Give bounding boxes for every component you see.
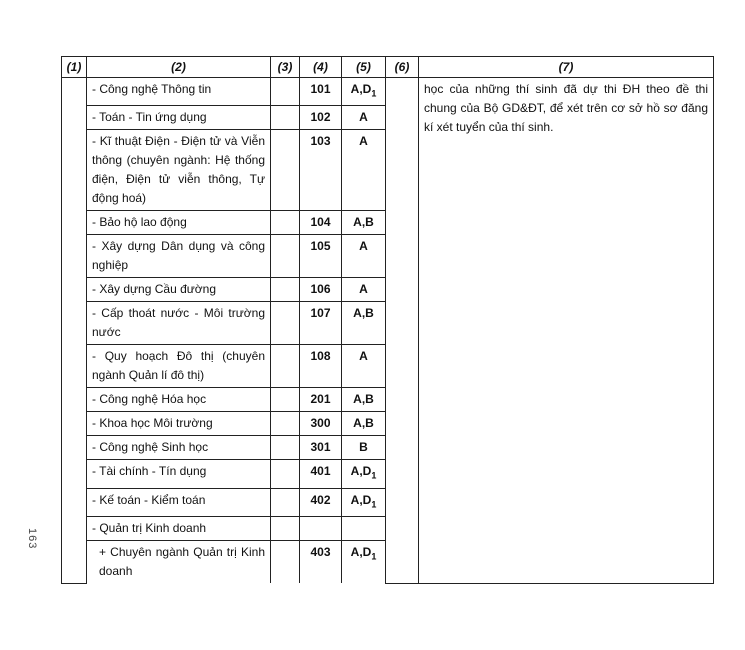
program-code: 301 [300, 436, 342, 460]
program-code: 104 [300, 211, 342, 235]
exam-block-text: A,B [353, 215, 374, 230]
program-name: - Tài chính - Tín dụng [87, 460, 271, 488]
program-name: - Khoa học Môi trường [87, 412, 271, 436]
exam-block [342, 130, 386, 211]
exam-block-text: A [359, 349, 368, 364]
exam-block-text: A,D [350, 82, 372, 96]
program-name: - Kế toán - Kiểm toán [87, 488, 271, 516]
program-code: 103 [300, 130, 342, 211]
exam-block-text: A,B [353, 392, 374, 407]
col-1-header: (1) [62, 57, 87, 78]
program-code: 401 [300, 460, 342, 488]
program-code: 402 [300, 488, 342, 516]
col-3-cell [271, 211, 300, 235]
page-number: 163 [26, 528, 38, 550]
exam-block-text: A [359, 134, 368, 149]
program-code: 102 [300, 106, 342, 130]
exam-block [342, 106, 386, 130]
program-name: - Quy hoạch Đô thị (chuyên ngành Quản lí đô thị) [87, 345, 271, 388]
program-name: - Xây dựng Dân dụng và công nghiệp [87, 235, 271, 278]
col-1-cell [62, 78, 87, 584]
col-2-header: (2) [87, 57, 271, 78]
exam-block [342, 488, 386, 516]
exam-block-text: A [359, 282, 368, 297]
exam-block-subscript: 1 [371, 551, 377, 562]
program-name: - Bảo hộ lao động [87, 211, 271, 235]
program-code: 403 [300, 541, 342, 584]
col-3-cell [271, 436, 300, 460]
exam-block [342, 78, 386, 106]
exam-block-text: A [359, 110, 368, 125]
col-3-cell [271, 130, 300, 211]
program-code: 107 [300, 302, 342, 345]
exam-block-text: A,D [350, 492, 372, 507]
admission-note: học của những thí sinh đã dự thi ĐH theo đề thi chung của Bộ GD&ĐT, để xét trên cơ sở hồ sơ đăng kí xét tuyển của thí sinh. [419, 78, 714, 584]
col-3-cell [271, 412, 300, 436]
exam-block-text: A,B [353, 416, 374, 431]
program-name: - Công nghệ Hóa học [87, 388, 271, 412]
col-3-cell [271, 235, 300, 278]
program-name: - Công nghệ Sinh học [87, 436, 271, 460]
program-name: - Quản trị Kinh doanh [87, 517, 271, 541]
exam-block [342, 235, 386, 278]
exam-block [342, 345, 386, 388]
col-3-cell [271, 302, 300, 345]
exam-block-text: B [359, 440, 368, 455]
program-code: 105 [300, 235, 342, 278]
col-3-header: (3) [271, 57, 300, 78]
admissions-table [61, 56, 714, 584]
col-3-cell [271, 517, 300, 541]
program-name: - Cấp thoát nước - Môi trường nước [87, 302, 271, 345]
col-3-cell [271, 388, 300, 412]
program-name: - Kĩ thuật Điện - Điện tử và Viễn thông (chuyên ngành: Hệ thống điện, Điện tử viễn thông, Tự động hoá) [87, 130, 271, 211]
col-5-header: (5) [342, 57, 386, 78]
exam-block [342, 388, 386, 412]
col-3-cell [271, 106, 300, 130]
program-code: 201 [300, 388, 342, 412]
col-3-cell [271, 488, 300, 516]
program-name: + Chuyên ngành Quản trị Kinh doanh [87, 541, 271, 584]
exam-block-text: A,B [353, 306, 374, 321]
exam-block-text: A [359, 239, 368, 254]
col-6-cell [386, 78, 419, 584]
exam-block [342, 541, 386, 584]
col-3-cell [271, 460, 300, 488]
col-3-cell [271, 78, 300, 106]
program-name: - Công nghệ Thông tin [87, 78, 271, 106]
program-code: 101 [300, 78, 342, 106]
exam-block-subscript: 1 [371, 470, 377, 481]
exam-block [342, 412, 386, 436]
program-code: 106 [300, 278, 342, 302]
exam-block [342, 211, 386, 235]
col-4-header: (4) [300, 57, 342, 78]
program-code [300, 517, 342, 541]
program-name: - Xây dựng Cầu đường [87, 278, 271, 302]
col-3-cell [271, 278, 300, 302]
exam-block [342, 436, 386, 460]
col-6-header: (6) [386, 57, 419, 78]
exam-block [342, 460, 386, 488]
exam-block [342, 302, 386, 345]
exam-block-subscript: 1 [371, 88, 377, 99]
col-3-cell [271, 541, 300, 584]
exam-block [342, 278, 386, 302]
header-row [62, 57, 714, 78]
table-row [62, 78, 714, 106]
exam-block-subscript: 1 [371, 499, 377, 510]
exam-block-text: A,D [350, 464, 372, 479]
col-7-header: (7) [419, 57, 714, 78]
col-3-cell [271, 345, 300, 388]
program-code: 300 [300, 412, 342, 436]
program-code: 108 [300, 345, 342, 388]
exam-block-text: A,D [350, 545, 372, 560]
exam-block [342, 517, 386, 541]
program-name: - Toán - Tin ứng dụng [87, 106, 271, 130]
table-body [62, 78, 714, 584]
